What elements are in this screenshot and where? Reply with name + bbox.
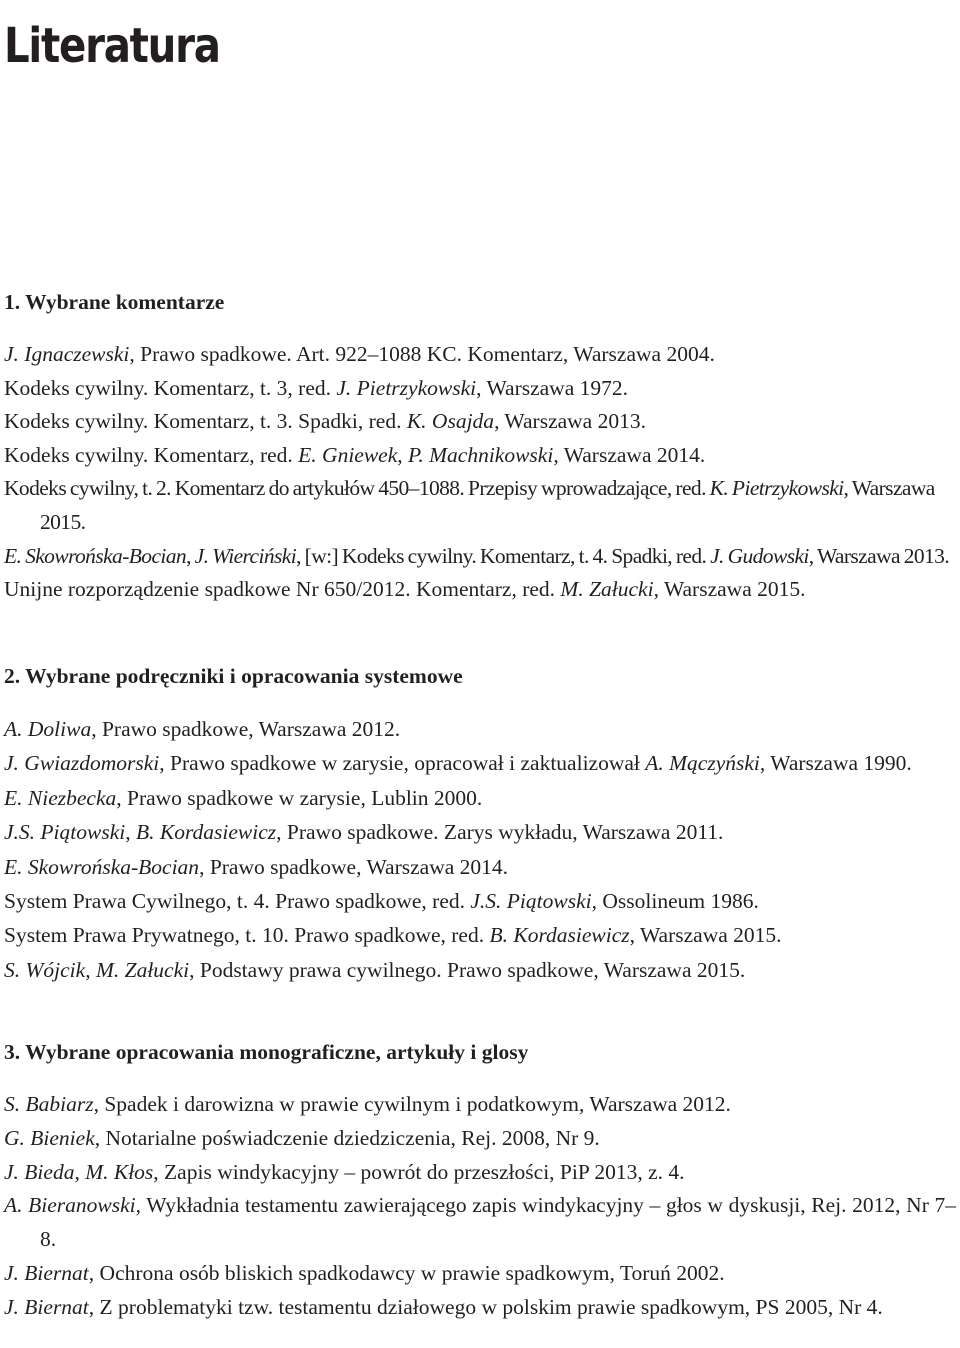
author-name: B. Kordasiewicz: [489, 923, 630, 948]
author-name: J. Gudowski: [710, 543, 809, 568]
entry-text: ,: [125, 820, 136, 845]
bibliography-entry: [4, 918, 956, 952]
entry-text: ,: [397, 442, 409, 467]
section-heading: 1. Wybrane komentarze: [4, 290, 225, 314]
entry-text: , Warszawa 2014.: [553, 442, 706, 467]
entry-text: , Warszawa 2013.: [808, 543, 950, 568]
entry-text: , Warszawa 1990.: [759, 751, 912, 776]
entry-text: Kodeks cywilny. Komentarz, t. 3. Spadki, red.: [4, 409, 407, 434]
author-name: J. Pietrzykowski: [336, 375, 477, 400]
author-name: J.S. Piątowski: [4, 820, 126, 845]
bibliography-entry: [4, 472, 956, 539]
author-name: K. Osajda: [406, 409, 495, 434]
entry-text: , Podstawy prawa cywilnego. Prawo spadkowe, Warszawa 2015.: [189, 957, 746, 982]
author-name: A. Doliwa: [4, 717, 92, 741]
entry-text: , Prawo spadkowe, Warszawa 2014.: [199, 854, 509, 879]
bibliography-entry: [4, 1088, 956, 1122]
entry-text: ,: [74, 1159, 86, 1184]
bibliography-entry: [4, 338, 956, 372]
author-name: J. Ignaczewski: [4, 342, 130, 366]
bibliography-list: [4, 338, 956, 607]
author-name: S. Babiarz: [4, 1092, 94, 1116]
bibliography-entry: [4, 712, 956, 746]
entry-text: , Prawo spadkowe. Zarys wykładu, Warszawa 2011.: [276, 820, 724, 845]
bibliography-entry: [4, 815, 956, 849]
entry-text: ,: [186, 543, 195, 568]
author-name: A. Mączyński: [645, 751, 760, 776]
bibliography-list: [4, 1088, 956, 1325]
author-name: J. Biernat: [4, 1294, 89, 1319]
entry-text: System Prawa Cywilnego, t. 4. Prawo spadkowe, red.: [4, 889, 471, 914]
section-heading: 3. Wybrane opracowania monograficzne, artykuły i glosy: [4, 1040, 529, 1064]
entry-text: , Prawo spadkowe. Art. 922–1088 KC. Komentarz, Warszawa 2004.: [129, 342, 715, 366]
bibliography-entry: [4, 1122, 956, 1156]
author-name: M. Załucki: [560, 577, 654, 602]
author-name: G. Bieniek: [4, 1125, 95, 1150]
author-name: E. Niezbecka: [4, 785, 117, 810]
bibliography-list: [4, 712, 956, 987]
entry-text: , Spadek i darowizna w prawie cywilnym i podatkowym, Warszawa 2012.: [93, 1092, 731, 1116]
author-name: J. Bieda: [4, 1159, 75, 1184]
author-name: E. Gniewek: [298, 442, 398, 467]
entry-text: Kodeks cywilny. Komentarz, t. 3, red.: [4, 375, 337, 400]
entry-text: , Prawo spadkowe w zarysie, Lublin 2000.: [116, 785, 483, 810]
author-name: A. Bieranowski: [4, 1193, 136, 1218]
bibliography-entry: [4, 746, 956, 780]
entry-text: , [w:] Kodeks cywilny. Komentarz, t. 4. Spadki, red.: [296, 543, 711, 568]
bibliography-entry: [4, 1257, 956, 1291]
bibliography-entry: [4, 405, 956, 439]
entry-text: , Warszawa 2015.: [629, 923, 782, 948]
author-name: S. Wójcik: [4, 957, 86, 982]
entry-text: , Wykładnia testamentu zawierającego zapis windykacyjny – głos w dyskusji, Rej. 2012, Nr 7–8.: [40, 1193, 956, 1252]
entry-text: , Notarialne poświadczenie dziedziczenia, Rej. 2008, Nr 9.: [94, 1125, 600, 1150]
section-monographs: [4, 1036, 956, 1325]
entry-text: , Ochrona osób bliskich spadkodawcy w prawie spadkowym, Toruń 2002.: [88, 1260, 725, 1285]
bibliography-entry: [4, 781, 956, 815]
entry-text: System Prawa Prywatnego, t. 10. Prawo spadkowe, red.: [4, 923, 490, 948]
author-name: E. Skowrońska-Bocian: [4, 543, 187, 568]
entry-text: , Z problematyki tzw. testamentu działowego w polskim prawie spadkowym, PS 2005, Nr 4.: [88, 1294, 883, 1319]
entry-text: Kodeks cywilny. Komentarz, red.: [4, 442, 299, 467]
author-name: P. Machnikowski: [408, 442, 554, 467]
author-name: M. Załucki: [95, 957, 190, 982]
entry-text: , Ossolineum 1986.: [591, 889, 759, 914]
entry-text: ,: [85, 957, 96, 982]
bibliography-entry: [4, 540, 956, 574]
entry-text: , Warszawa 2015.: [653, 577, 806, 602]
section-heading: 2. Wybrane podręczniki i opracowania systemowe: [4, 664, 463, 688]
author-name: B. Kordasiewicz: [135, 820, 277, 845]
bibliography-entry: [4, 850, 956, 884]
author-name: M. Kłos: [85, 1159, 154, 1184]
bibliography-entry: [4, 372, 956, 406]
entry-text: Kodeks cywilny, t. 2. Komentarz do artykułów 450–1088. Przepisy wprowadzające, red.: [4, 476, 710, 501]
bibliography-entry: [4, 884, 956, 918]
entry-text: , Prawo spadkowe, Warszawa 2012.: [91, 717, 401, 741]
entry-text: , Zapis windykacyjny – powrót do przeszłości, PiP 2013, z. 4.: [153, 1159, 685, 1184]
author-name: J. Gwiazdomorski: [4, 751, 160, 776]
section-textbooks: [4, 660, 956, 987]
bibliography-entry: [4, 573, 956, 607]
bibliography-entry: [4, 1189, 956, 1257]
entry-text: Unijne rozporządzenie spadkowe Nr 650/2012. Komentarz, red.: [4, 577, 561, 602]
bibliography-entry: [4, 1291, 956, 1325]
author-name: K. Pietrzykowski: [709, 476, 844, 501]
author-name: J.S. Piątowski: [470, 889, 592, 914]
bibliography-entry: [4, 1156, 956, 1190]
bibliography-entry: [4, 953, 956, 987]
entry-text: , Warszawa 1972.: [476, 375, 629, 400]
author-name: E. Skowrońska-Bocian: [4, 854, 200, 879]
section-commentaries: [4, 286, 956, 607]
author-name: J. Biernat: [4, 1260, 89, 1285]
page-title: Literatura: [4, 18, 220, 74]
entry-text: , Prawo spadkowe w zarysie, opracował i zaktualizował: [159, 751, 646, 776]
bibliography-entry: [4, 439, 956, 473]
entry-text: , Warszawa 2013.: [494, 409, 646, 434]
author-name: J. Wierciński: [194, 543, 297, 568]
entry-text: , Warszawa 2015.: [40, 476, 935, 534]
